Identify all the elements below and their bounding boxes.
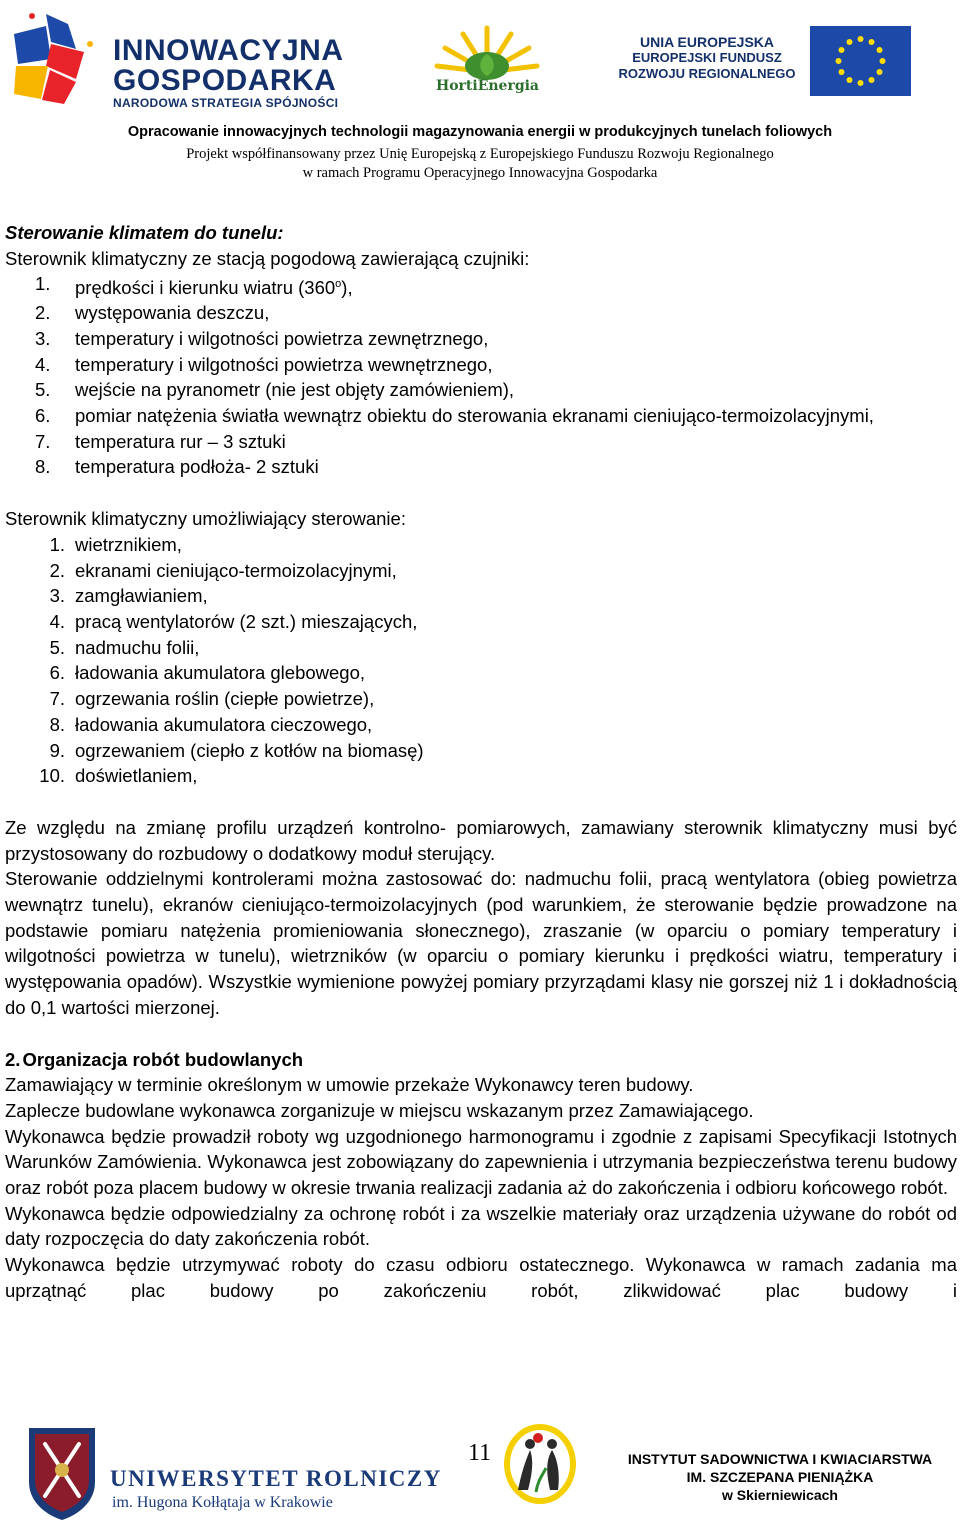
list-number: 8. [49,713,65,735]
innowacyjna-gospodarka-emblem-icon [6,4,106,108]
list-item [5,583,957,609]
gospodarka-logo-line2: GOSPODARKA [113,64,337,97]
section-number: 2. [5,1048,21,1070]
list-item [5,635,957,661]
list-number: 7. [35,430,51,452]
list-item [5,738,957,764]
list-number: 1. [49,533,65,555]
innowacyjna-gospodarka-logo [6,4,366,108]
list-number: 5. [35,379,51,401]
list-text: temperatury i wilgotności powietrza zewnętrznego, [75,327,489,349]
university-name: UNIWERSYTET ROLNICZY [110,1466,442,1491]
list-item [5,403,957,429]
list-number: 2. [35,302,51,324]
list-number: 8. [35,456,51,478]
list-number: 6. [35,405,51,427]
university-crest-icon [25,1424,99,1522]
list-item [5,429,957,455]
list-number: 3. [35,327,51,349]
list-text: występowania deszczu, [75,302,270,324]
list-item [5,609,957,635]
eu-fund-label [614,34,800,82]
institute-name [600,1450,960,1504]
list-item [5,271,957,300]
project-title: Opracowanie innowacyjnych technologii magazynowania energii w produkcyjnych tunelach foliowych [127,124,833,140]
page-header [0,0,960,195]
hortienergia-name: HortiEnergia [435,78,540,94]
innowacyjna-logo-line1: INNOWACYJNA [113,34,344,67]
spacer [5,789,957,815]
section-heading-2 [5,1047,957,1073]
paragraph-contractor-schedule: Wykonawca będzie prowadził roboty wg uzgodnionego harmonogramu i zgodnie z zapisami Specyfikacji Istotnych Warunków Zamówienia. Wykonawca jest zobowiązany do zapewnienia i utrzymania bezpieczeństwa terenu budowy oraz robót poza placem budowy w okresie trwania realizacji zadania aż do zakończenia i odbioru końcowego robót. [5,1125,957,1199]
list-text: temperatura rur – 3 sztuki [75,430,286,452]
paragraph-site-facilities: Zaplecze budowlane wykonawca zorganizuje w miejscu wskazanym przez Zamawiającego. [5,1099,754,1121]
list-number: 4. [49,611,65,632]
page-footer [0,1418,960,1529]
controller-sensors-intro: Sterownik klimatyczny ze stacją pogodową zawierającą czujniki: [5,247,530,269]
list-item [5,532,957,558]
list-text: prędkości i kierunku wiatru (360$^o$), [75,276,353,298]
cofinancing-note: Projekt współfinansowany przez Unię Europejską z Europejskiego Funduszu Rozwoju Regionalnego [186,146,774,162]
page-number: 11 [468,1440,492,1466]
list-text: nadmuchu folii, [75,636,200,658]
list-text: temperatury i wilgotności powietrza wewnętrznego, [75,353,493,375]
paragraph-separate-controllers: Sterowanie oddzielnymi kontrolerami można zastosować do: nadmuchu folii, pracą wentylatora (obieg powietrza wewnątrz tunelu), ekranów cieniująco-termoizolacyjnych (pod warunkiem, że sterowanie będzie prowadzone na podstawie pomiaru natężenia promieniowania słonecznego), zraszanie (w oparciu o pomiary temperatury i wilgotności powietrza w tunelu), wietrzników (w oparciu o pomiary kierunku i prędkości wiatru, temperatury i występowania opadów). Wszystkie wymienione powyżej pomiary przyrządami klasy nie gorszej niż 1 i dokładnością do 0,1 wartości mierzonej. [5,868,957,1018]
list-number: 2. [49,559,65,581]
university-patron: im. Hugona Kołłątaja w Krakowie [112,1494,333,1511]
list-number: 1. [35,273,51,295]
list-item [5,352,957,378]
list-number: 6. [49,662,65,684]
institute-line2: IM. SZCZEPANA PIENIĄŻKA [686,1469,874,1485]
document-body [5,220,957,1304]
list-text: ogrzewania roślin (ciepłe powietrze), [75,688,375,710]
institute-line3: w Skierniewicach [722,1487,838,1503]
institute-logo-icon [500,1420,580,1508]
programme-note: w ramach Programu Operacyjnego Innowacyjna Gospodarka [302,165,658,181]
hortienergia-logo [425,20,550,100]
hortienergia-sun-icon [425,20,550,80]
section-title: Organizacja robót budowlanych [22,1048,304,1070]
list-number: 5. [49,636,65,658]
eu-label-line2: EUROPEJSKI FUNDUSZ [632,50,782,65]
strategia-logo-line3: NARODOWA STRATEGIA SPÓJNOŚCI [113,96,339,110]
paragraph-site-handover: Zamawiający w terminie określonym w umowie przekaże Wykonawcy teren budowy. [5,1074,694,1096]
list-item [5,558,957,584]
list-text: ładowania akumulatora cieczowego, [75,713,373,735]
list-item [5,660,957,686]
list-item [5,300,957,326]
list-number: 4. [35,353,51,375]
eu-flag-icon [810,26,911,96]
list-number: 10. [39,765,65,787]
paragraph-expansion-note: Ze względu na zmianę profilu urządzeń kontrolno- pomiarowych, zamawiany sterownik klimatyczny musi być przystosowany do rozbudowy o dodatkowy moduł sterujący. [5,816,957,864]
institute-line1: INSTYTUT SADOWNICTWA I KWIACIARSTWA [627,1451,933,1467]
section-title-climate-control: Sterowanie klimatem do tunelu: [5,222,284,243]
list-text: pomiar natężenia światła wewnątrz obiektu do sterowania ekranami cieniująco-termoizolacyjnymi, [75,405,874,427]
list-text: wejście na pyranometr (nie jest objęty zamówieniem), [75,379,515,401]
control-list [5,532,957,789]
list-text: temperatura podłoża- 2 sztuki [75,456,319,478]
list-item [5,454,957,480]
list-item [5,377,957,403]
list-item [5,763,957,789]
list-text: ładowania akumulatora glebowego, [75,662,366,684]
paragraph-contractor-liability: Wykonawca będzie odpowiedzialny za ochronę robót i za wszelkie materiały oraz urządzenia używane do robót od daty rozpoczęcia do daty zakończenia robót. [5,1202,957,1250]
eu-label-line1: UNIA EUROPEJSKA [639,34,775,50]
paragraph-contractor-maintenance: Wykonawca będzie utrzymywać roboty do czasu odbioru ostatecznego. Wykonawca w ramach zadania ma uprzątnąć plac budowy po zakończeniu robót, zlikwidować plac budowy i [5,1254,957,1301]
list-item [5,326,957,352]
list-number: 3. [49,585,65,607]
list-text: ogrzewaniem (ciepło z kotłów na biomasę) [75,739,424,761]
list-text: wietrznikiem, [75,533,182,555]
list-text: pracą wentylatorów (2 szt.) mieszających, [75,611,418,632]
spacer [5,480,957,506]
list-number: 7. [49,688,65,710]
list-text: doświetlaniem, [75,765,198,787]
list-text: zamgławianiem, [75,585,208,607]
list-item [5,712,957,738]
list-item [5,686,957,712]
list-text: ekranami cieniująco-termoizolacyjnymi, [75,559,397,581]
list-number: 9. [49,739,65,761]
controller-control-intro: Sterownik klimatyczny umożliwiający sterowanie: [5,508,406,530]
sensor-list [5,271,957,480]
eu-label-line3: ROZWOJU REGIONALNEGO [618,66,796,81]
